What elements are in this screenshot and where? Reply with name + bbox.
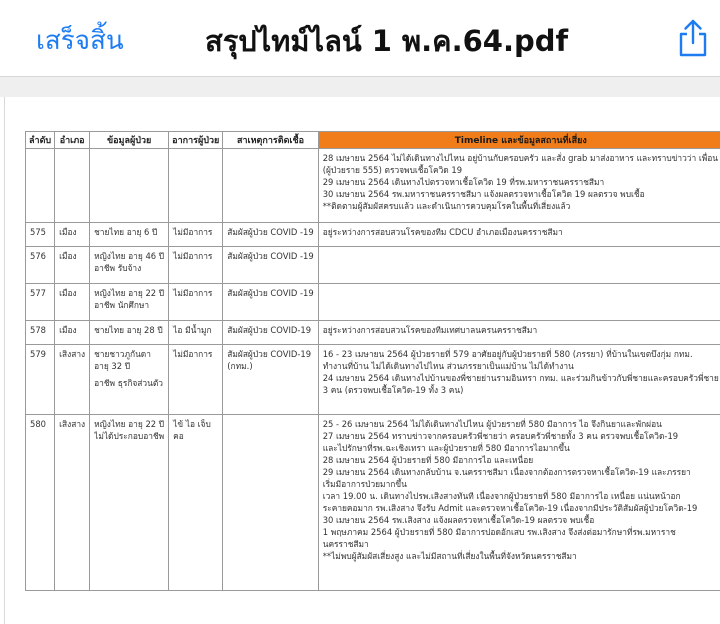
row-timeline-line: ระคายคอมาก รพ.เสิงสาง จึงรับ Admit และตรวจหาเชื้อโควิด-19 เนื่องจากมีประวัติสัมผัสผู้ป่วยโควิด-19	[322, 503, 698, 513]
row-timeline	[318, 345, 720, 415]
row-cause	[223, 345, 318, 415]
timeline-table	[25, 131, 720, 591]
row-timeline	[318, 223, 720, 247]
page-gap	[0, 77, 720, 97]
row-timeline	[318, 284, 720, 321]
header-cause: สาเหตุการติดเชื้อ	[223, 132, 318, 149]
row-patient-line: หญิงไทย อายุ 22 ปี	[94, 288, 165, 298]
row-patient	[90, 321, 169, 345]
pdf-viewer-toolbar	[0, 0, 720, 77]
row-timeline-line: 3 คน (ตรวจพบเชื้อโควิด-19 ทั้ง 3 คน)	[322, 385, 464, 395]
row-timeline-line: 27 เมษายน 2564 ทราบข่าวจากครอบครัวพี่ชายว่า ครอบครัวพี่ชายทั้ง 3 คน ตรวจพบเชื้อโควิด-19	[322, 431, 679, 441]
row-district	[55, 149, 90, 223]
row-cause	[223, 321, 318, 345]
row-timeline	[318, 321, 720, 345]
row-patient-line: ชายไทย อายุ 6 ปี	[94, 227, 158, 237]
row-symptom: ไข้ ไอ เจ็บคอ	[169, 415, 223, 591]
row-cause	[223, 284, 318, 321]
document-title: สรุปไทม์ไลน์ 1 พ.ค.64.pdf	[205, 24, 569, 58]
row-patient-line: หญิงไทย อายุ 22 ปี	[94, 419, 165, 429]
table-row	[26, 345, 720, 415]
row-patient-line: ชายชาวภูกันดา	[94, 349, 151, 359]
row-district: เสิงสาง	[55, 415, 90, 591]
row-timeline	[318, 149, 720, 223]
row-patient	[90, 345, 169, 415]
row-district: เมือง	[55, 247, 90, 284]
row-number: 580	[26, 415, 55, 591]
header-symptom: อาการผู้ป่วย	[169, 132, 223, 149]
row-timeline-line: เริ่มมีอาการป่วยมากขึ้น	[322, 479, 407, 489]
row-cause-line: สัมผัสผู้ป่วย COVID -19	[227, 288, 314, 298]
row-timeline-line: 24 เมษายน 2564 เดินทางไปบ้านของพี่ชายย่านรามอินทรา กทม. และร่วมกินข้าวกับพี่ชายและครอบครัวพี่ชาย	[322, 373, 719, 383]
row-patient	[90, 284, 169, 321]
row-timeline-line: ทำงานที่บ้าน ไม่ได้เดินทางไปไหน ส่วนภรรยาเป็นแม่บ้าน ไม่ได้ทำงาน	[322, 361, 574, 371]
row-cause-line: (กทม.)	[227, 361, 253, 371]
row-district: เมือง	[55, 223, 90, 247]
header-timeline: Timeline และข้อมูลสถานที่เสี่ยง	[318, 132, 720, 149]
row-timeline-line: (ผู้ป่วยราย 555) ตรวจพบเชื้อโควิด 19	[322, 165, 463, 175]
row-symptom: ไอ มีน้ำมูก	[169, 321, 223, 345]
row-patient	[90, 247, 169, 284]
table-row	[26, 284, 720, 321]
row-cause-line: สัมผัสผู้ป่วย COVID -19	[227, 227, 314, 237]
row-patient-line: อาชีพ ธุรกิจส่วนตัว	[94, 378, 163, 388]
table-row	[26, 415, 720, 591]
header-district: อำเภอ	[55, 132, 90, 149]
row-district: เสิงสาง	[55, 345, 90, 415]
table-row	[26, 247, 720, 284]
row-cause-line: สัมผัสผู้ป่วย COVID -19	[227, 251, 314, 261]
row-cause	[223, 223, 318, 247]
row-timeline-line: 28 เมษายน 2564 ไม่ได้เดินทางไปไหน อยู่บ้านกับครอบครัว และสั่ง grab มาส่งอาหาร และทราบข่าวว่า เพื่อน	[322, 153, 718, 163]
row-timeline-line: 29 เมษายน 2564 เดินทางไปตรวจหาเชื้อโควิด 19 ที่รพ.มหาราชนครราชสีมา	[322, 177, 605, 187]
row-timeline-line: 30 เมษายน 2564 รพ.มหาราชนครราชสีมา แจ้งผลตรวจหาเชื้อโควิด 19 ผลตรวจ พบเชื้อ	[322, 189, 645, 199]
row-patient-line: ชายไทย อายุ 28 ปี	[94, 325, 163, 335]
row-patient-line: หญิงไทย อายุ 46 ปี	[94, 251, 165, 261]
row-cause	[223, 149, 318, 223]
row-timeline-line: 1 พฤษภาคม 2564 ผู้ป่วยรายที่ 580 มีอาการปอดอักเสบ รพ.เสิงสาง จึงส่งต่อมารักษาที่รพ.มหาราช	[322, 527, 676, 537]
share-icon[interactable]	[676, 18, 710, 58]
header-no: ลำดับ	[26, 132, 55, 149]
row-patient-line: อาชีพ นักศึกษา	[94, 300, 150, 310]
row-timeline-line: **ไม่พบผู้สัมผัสเสี่ยงสูง และไม่มีสถานที่เสี่ยงในพื้นที่จังหวัดนครราชสีมา	[322, 551, 577, 561]
row-cause-line: สัมผัสผู้ป่วย COVID-19	[227, 325, 312, 335]
row-timeline-line: นครราชสีมา	[322, 539, 369, 549]
row-timeline-line: เวลา 19.00 น. เดินทางไปรพ.เสิงสางทันที เนื่องจากผู้ป่วยรายที่ 580 มีอาการไอ เหนื่อย แน่นหน้าอก	[322, 491, 681, 501]
row-patient	[90, 149, 169, 223]
row-number: 579	[26, 345, 55, 415]
table-row	[26, 149, 720, 223]
table-header-row	[26, 132, 720, 149]
row-cause	[223, 415, 318, 591]
row-symptom: ไม่มีอาการ	[169, 223, 223, 247]
row-timeline-line: และไปรักษาที่รพ.ฉะเชิงเทรา และผู้ป่วยรายที่ 580 มีอาการไอมากขึ้น	[322, 443, 570, 453]
row-timeline-line: 30 เมษายน 2564 รพ.เสิงสาง แจ้งผลตรวจหาเชื้อโควิด-19 ผลตรวจ พบเชื้อ	[322, 515, 595, 525]
row-timeline-line: **ติดตามผู้สัมผัสครบแล้ว และดำเนินการควบคุมโรคในพื้นที่เสี่ยงแล้ว	[322, 201, 571, 211]
row-number: 577	[26, 284, 55, 321]
row-timeline-line: อยู่ระหว่างการสอบสวนโรคของทีมเทศบาลนครนครราชสีมา	[322, 325, 538, 335]
row-symptom	[169, 149, 223, 223]
row-patient-line: ไม่ได้ประกอบอาชีพ	[94, 431, 165, 441]
row-number: 575	[26, 223, 55, 247]
row-patient-line: อาชีพ รับจ้าง	[94, 263, 142, 273]
row-number: 576	[26, 247, 55, 284]
row-timeline-line: 29 เมษายน 2564 เดินทางกลับบ้าน จ.นครราชสีมา เนื่องจากต้องการตรวจหาเชื้อโควิด-19 และภรรยา	[322, 467, 691, 477]
header-patient: ข้อมูลผู้ป่วย	[90, 132, 169, 149]
row-number: 578	[26, 321, 55, 345]
table-row	[26, 223, 720, 247]
row-timeline-line: 25 - 26 เมษายน 2564 ไม่ได้เดินทางไปไหน ผู้ป่วยรายที่ 580 มีอาการ ไอ จึงกินยาและพักผ่อน	[322, 419, 662, 429]
row-number	[26, 149, 55, 223]
row-cause-line: สัมผัสผู้ป่วย COVID-19	[227, 349, 312, 359]
row-cause	[223, 247, 318, 284]
row-timeline	[318, 415, 720, 591]
row-district: เมือง	[55, 284, 90, 321]
row-patient	[90, 415, 169, 591]
row-timeline	[318, 247, 720, 284]
row-symptom: ไม่มีอาการ	[169, 345, 223, 415]
table-row	[26, 321, 720, 345]
done-button[interactable]: เสร็จสิ้น	[36, 26, 124, 56]
row-symptom: ไม่มีอาการ	[169, 247, 223, 284]
row-timeline-line: อยู่ระหว่างการสอบสวนโรคของทีม CDCU อำเภอเมืองนครราชสีมา	[322, 227, 563, 237]
row-symptom: ไม่มีอาการ	[169, 284, 223, 321]
row-timeline-line: 16 - 23 เมษายน 2564 ผู้ป่วยรายที่ 579 อาศัยอยู่กับผู้ป่วยรายที่ 580 (ภรรยา) ที่บ้านในเขตบึงกุ่ม กทม.	[322, 349, 693, 359]
row-patient	[90, 223, 169, 247]
row-timeline-line: 28 เมษายน 2564 ผู้ป่วยรายที่ 580 มีอาการไอ และเหนื่อย	[322, 455, 534, 465]
row-district: เมือง	[55, 321, 90, 345]
pdf-page[interactable]	[4, 97, 720, 624]
row-patient-line: อายุ 32 ปี	[94, 361, 131, 371]
